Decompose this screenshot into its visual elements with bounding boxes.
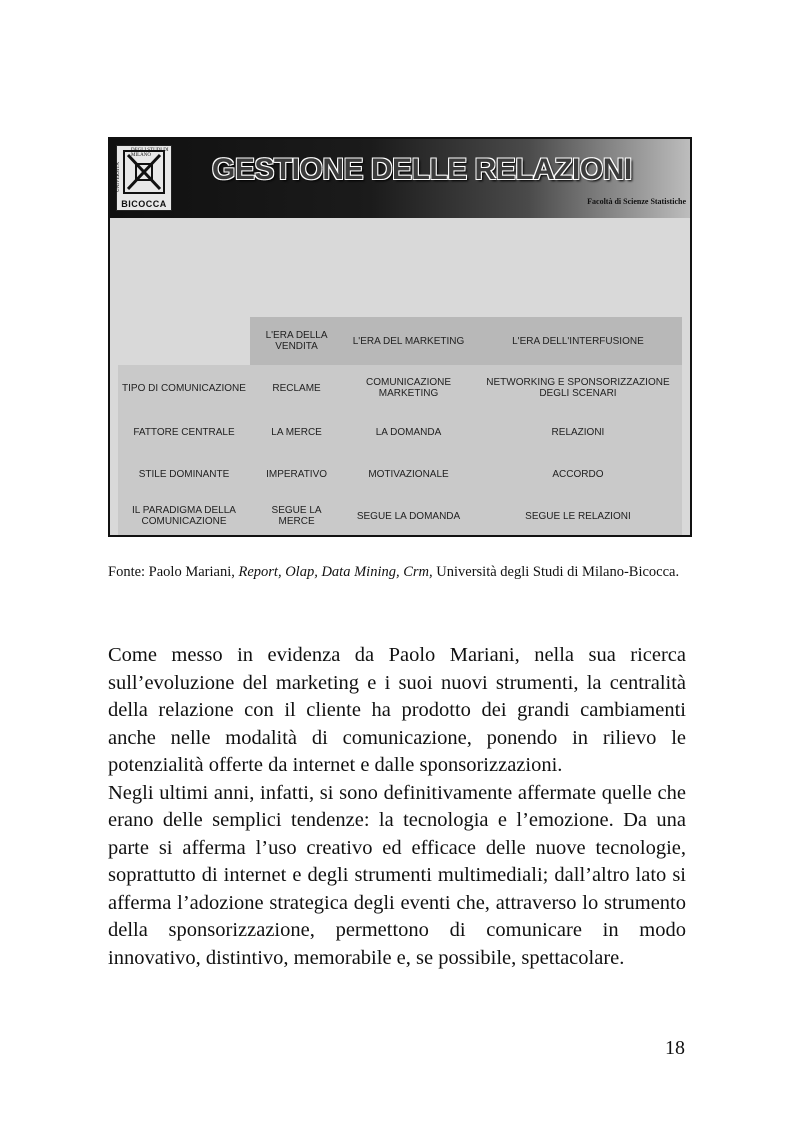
column-header: L'ERA DELLA VENDITA [250,317,343,365]
logo-text-side: UNIVERSITÀ [116,162,121,192]
row-header: IL PARADIGMA DELLA COMUNICAZIONE [118,495,250,537]
table-header-row [118,317,682,365]
table-cell: COMUNICAZIONE MARKETING [343,365,474,411]
table-cell: IMPERATIVO [250,453,343,495]
row-header: FATTORE CENTRALE [118,411,250,453]
column-header: L'ERA DELL'INTERFUSIONE [474,317,682,365]
table-cell: LA DOMANDA [343,411,474,453]
table-cell: ACCORDO [474,453,682,495]
caption-title: Report, Olap, Data Mining, Crm, [238,564,433,580]
caption-publisher: Università degli Studi di Milano-Bicocca. [432,564,680,580]
paragraph: Come messo in evidenza da Paolo Mariani, nella sua ricerca sull’evoluzione del marketing e i suoi nuovi strumenti, la centralità della relazione con il cliente ha prodotto dei grandi cambiamenti anche nelle modalità di comunicazione, ponendo in rilievo le potenzialità offerte da internet e dalle sponsorizzazioni. [108,644,686,776]
caption-source: Fonte: Paolo Mariani, [108,564,239,580]
relations-table [118,317,682,537]
slide-figure [108,137,692,537]
page-number: 18 [665,1037,685,1059]
slide-header [110,139,690,218]
table-row [118,495,682,537]
table-row [118,365,682,411]
table-cell: RELAZIONI [474,411,682,453]
table-cell: SEGUE LA DOMANDA [343,495,474,537]
table-row [118,453,682,495]
table-cell: NETWORKING E SPONSORIZZAZIONE DEGLI SCENARI [474,365,682,411]
slide-title: GESTIONE DELLE RELAZIONI [212,153,632,186]
university-logo [116,145,172,211]
figure-caption [108,562,692,583]
table-cell: RECLAME [250,365,343,411]
table-row [118,411,682,453]
logo-text-top: DEGLI STUDI DI MILANO [131,148,169,158]
body-text [108,642,686,972]
table-cell: LA MERCE [250,411,343,453]
row-header: TIPO DI COMUNICAZIONE [118,365,250,411]
table-cell: MOTIVAZIONALE [343,453,474,495]
table-cell: SEGUE LE RELAZIONI [474,495,682,537]
column-header: L'ERA DEL MARKETING [343,317,474,365]
table-corner [118,317,250,365]
table-cell: SEGUE LA MERCE [250,495,343,537]
logo-name: BICOCCA [121,199,167,209]
paragraph: Negli ultimi anni, infatti, si sono definitivamente affermate quelle che erano delle semplici tendenze: la tecnologia e l’emozione. Da una parte si afferma l’uso creativo ed efficace delle nuove tecnologie, soprattutto di internet e degli strumenti multimediali; dall’altro lato si afferma l’adozione strategica degli eventi che, attraverso lo strumento della sponsorizzazione, permettono di comunicare in modo innovativo, distintivo, memorabile e, se possibile, spettacolare. [108,781,686,969]
row-header: STILE DOMINANTE [118,453,250,495]
slide-subtitle: Facoltà di Scienze Statistiche [587,197,686,206]
logo-cross-icon [125,152,163,192]
